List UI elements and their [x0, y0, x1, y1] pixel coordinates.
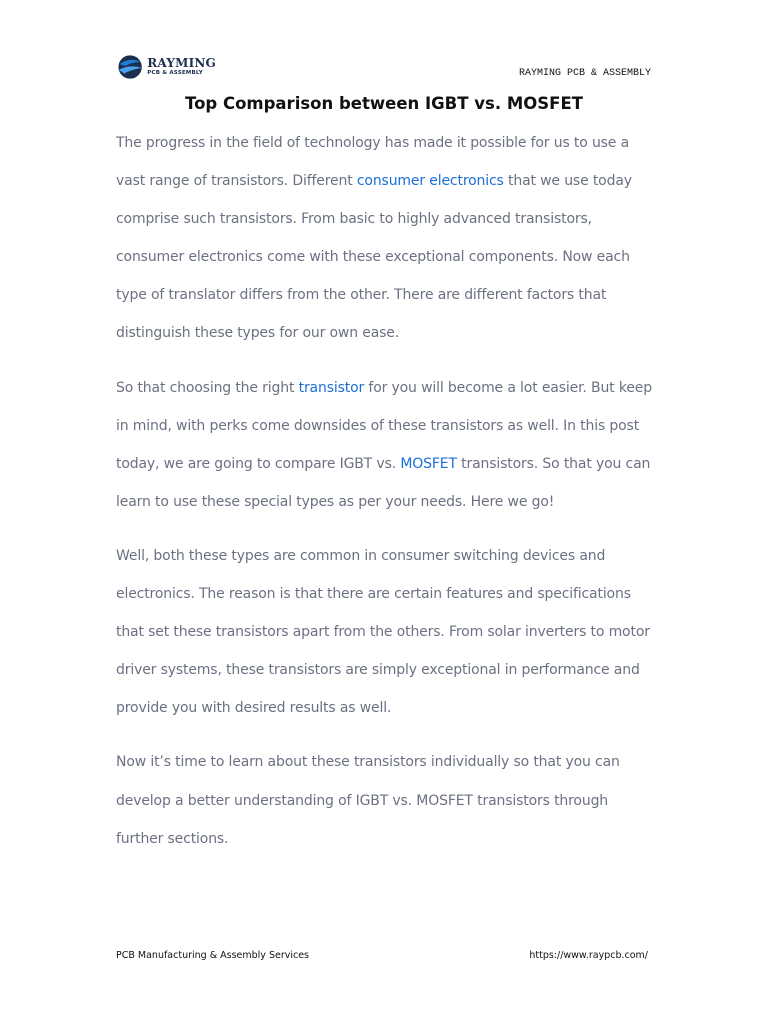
rayming-globe-logo-icon [116, 52, 144, 82]
logo-name: RAYMING [147, 56, 216, 71]
paragraph-1 [116, 124, 656, 353]
paragraph-2 [116, 369, 656, 521]
article-body [116, 124, 656, 874]
p2-text-middle: for you will become a lot easier. But keep in mind, with perks come downsides of these transistors as well. In this post today, we are going to compare IGBT vs. [116, 379, 652, 472]
footer-website-url: https://www.raypcb.com/ [529, 950, 648, 961]
consumer-electronics-link[interactable]: consumer electronics [356, 173, 504, 190]
paragraph-4: Now it’s time to learn about these transistors individually so that you can develop a better understanding of IGBT vs. MOSFET transistors through further sections. [116, 754, 620, 847]
page-title: Top Comparison between IGBT vs. MOSFET [185, 94, 583, 113]
p1-text-before: The progress in the field of technology has made it possible for us to use a vast range of transistors. Different [116, 135, 629, 190]
header-company-name: RAYMING PCB & ASSEMBLY [518, 68, 651, 79]
p2-text-before: So that choosing the right [116, 379, 299, 396]
footer-services-text: PCB Manufacturing & Assembly Services [116, 950, 310, 961]
paragraph-3: Well, both these types are common in consumer switching devices and electronics. The reason is that there are certain features and specifications that set these transistors apart from the others. From solar inverters to motor driver systems, these transistors are simply exceptional in performance and provide you with desired results as well. [116, 547, 650, 717]
transistor-link[interactable]: transistor [298, 379, 365, 396]
company-logo [116, 52, 216, 82]
logo-tagline: PCB & ASSEMBLY [147, 70, 203, 77]
p2-text-after: transistors. So that you can learn to use these special types as per your needs. Here we go! [116, 455, 651, 510]
mosfet-link[interactable]: MOSFET [400, 455, 457, 472]
p1-text-after: that we use today comprise such transistors. From basic to highly advanced transistors, consumer electronics come with these exceptional components. Now each type of translator differs from the other. There are different factors that distinguish these types for our own ease. [116, 173, 632, 342]
